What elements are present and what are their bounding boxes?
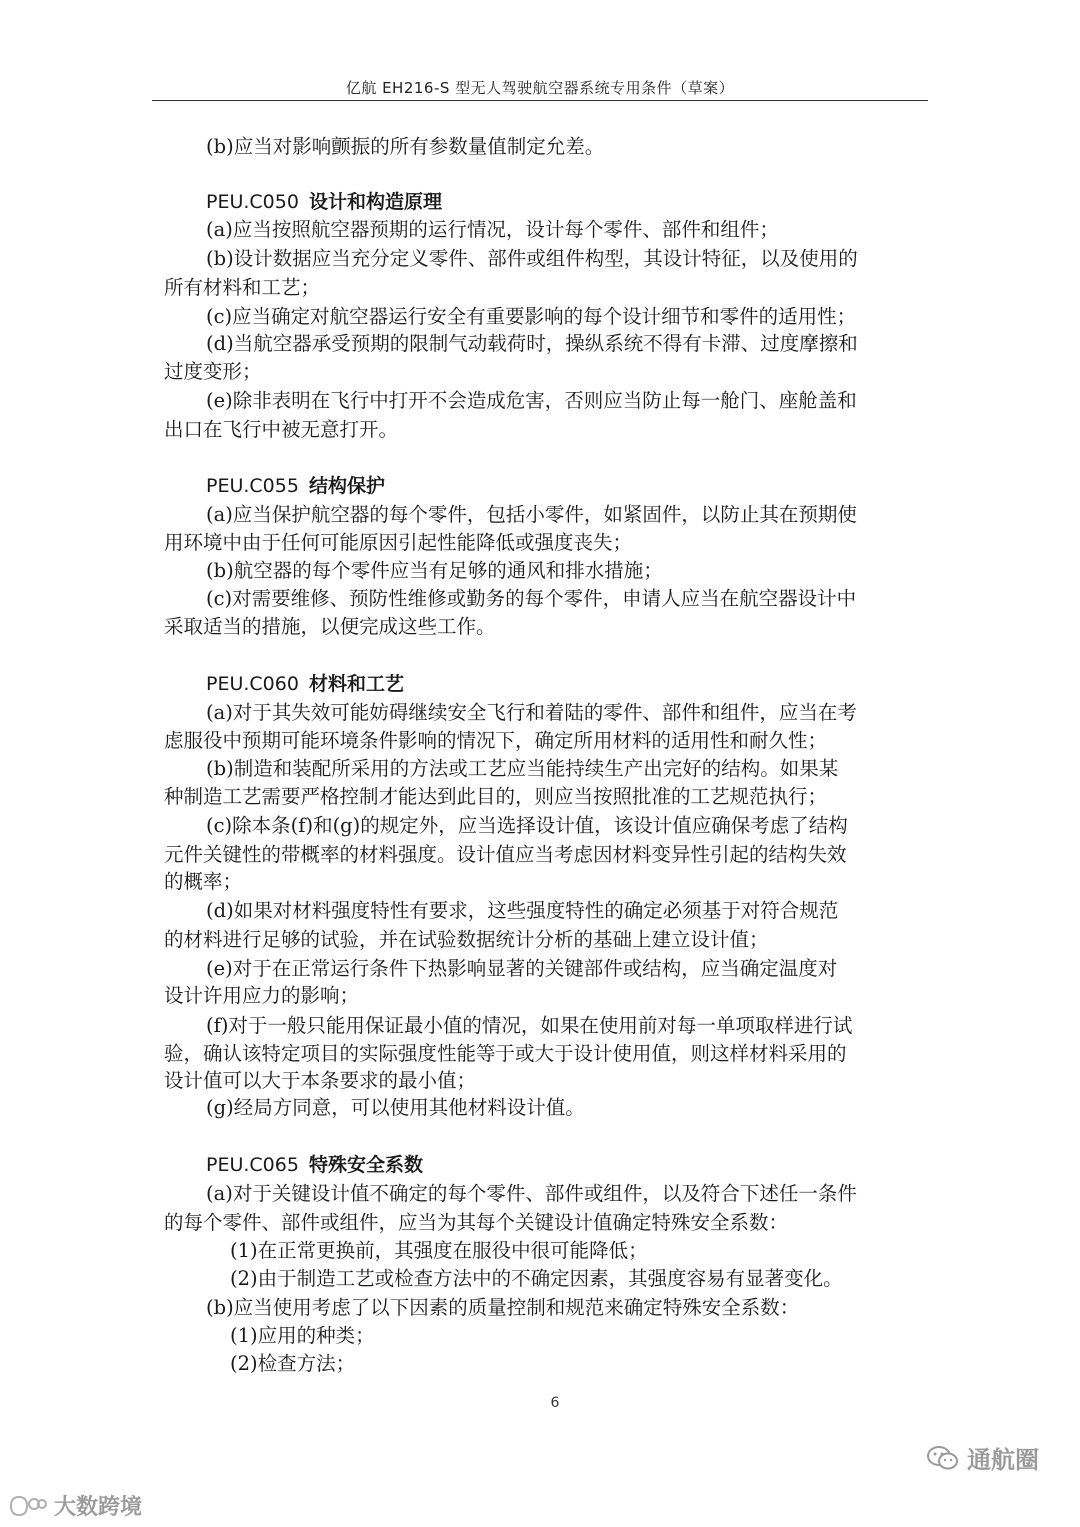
section-title: 特殊安全系数 bbox=[308, 1154, 423, 1176]
logo-icon bbox=[8, 1494, 48, 1518]
section-heading-c060 bbox=[206, 669, 404, 699]
section-code: PEU.C065 bbox=[206, 1154, 299, 1176]
paragraph-line: 的每个零件、部件或组件，应当为其每个关键设计值确定特殊安全系数： bbox=[164, 1211, 789, 1234]
paragraph-line: (d)如果对材料强度特性有要求，这些强度特性的确定必须基于对符合规范 bbox=[206, 899, 839, 922]
paragraph-line: 所有材料和工艺； bbox=[164, 276, 321, 299]
paragraph-line: (c)除本条(f)和(g)的规定外，应当选择设计值，该设计值应确保考虑了结构 bbox=[206, 814, 848, 837]
paragraph-line: 用环境中由于任何可能原因引起性能降低或强度丧失； bbox=[164, 531, 633, 554]
paragraph-line: 验，确认该特定项目的实际强度性能等于或大于设计使用值，则这样材料采用的 bbox=[164, 1042, 847, 1065]
paragraph-line: 过度变形； bbox=[164, 360, 262, 383]
section-title: 结构保护 bbox=[308, 475, 385, 497]
list-item: (1)在正常更换前，其强度在服役中很可能降低； bbox=[230, 1239, 648, 1262]
paragraph-line: (c)对需要维修、预防性维修或勤务的每个零件，申请人应当在航空器设计中 bbox=[206, 587, 857, 610]
section-heading-c065 bbox=[206, 1150, 423, 1180]
paragraph-line: 的概率； bbox=[164, 870, 243, 893]
section-code: PEU.C055 bbox=[206, 475, 299, 497]
paragraph-line: 设计许用应力的影响； bbox=[164, 984, 360, 1007]
list-item: (2)由于制造工艺或检查方法中的不确定因素，其强度容易有显著变化。 bbox=[230, 1267, 843, 1290]
paragraph-line: (a)对于关键设计值不确定的每个零件、部件或组件，以及符合下述任一条件 bbox=[206, 1182, 857, 1205]
paragraph-line: (c)应当确定对航空器运行安全有重要影响的每个设计细节和零件的适用性； bbox=[206, 305, 857, 328]
page-number: 6 bbox=[550, 1395, 560, 1411]
paragraph-line: (e)除非表明在飞行中打开不会造成危害，否则应当防止每一舱门、座舱盖和 bbox=[206, 389, 857, 412]
paragraph-line: 的材料进行足够的试验，并在试验数据统计分析的基础上建立设计值； bbox=[164, 928, 769, 951]
section-title: 材料和工艺 bbox=[308, 673, 404, 695]
wechat-icon bbox=[925, 1444, 961, 1472]
paragraph-line: (d)当航空器承受预期的限制气动载荷时，操纵系统不得有卡滞、过度摩擦和 bbox=[206, 332, 858, 355]
paragraph-line: 设计值可以大于本条要求的最小值； bbox=[164, 1069, 477, 1092]
paragraph-line: (e)对于在正常运行条件下热影响显著的关键部件或结构，应当确定温度对 bbox=[206, 957, 838, 980]
list-item: (1)应用的种类； bbox=[230, 1324, 375, 1347]
paragraph-line: (b)应当对影响颤振的所有参数量值制定允差。 bbox=[206, 135, 605, 158]
paragraph-line: 采取适当的措施，以便完成这些工作。 bbox=[164, 615, 496, 638]
section-heading-c055 bbox=[206, 471, 385, 501]
paragraph-line: 种制造工艺需要严格控制才能达到此目的，则应当按照批准的工艺规范执行； bbox=[164, 785, 828, 808]
list-item: (2)检查方法； bbox=[230, 1352, 356, 1375]
paragraph-line: (a)对于其失效可能妨碍继续安全飞行和着陆的零件、部件和组件，应当在考 bbox=[206, 701, 857, 724]
paragraph-line: (a)应当保护航空器的每个零件，包括小零件，如紧固件，以防止其在预期使 bbox=[206, 503, 857, 526]
section-code: PEU.C060 bbox=[206, 673, 299, 695]
paragraph-line: (b)应当使用考虑了以下因素的质量控制和规范来确定特殊安全系数： bbox=[206, 1296, 800, 1319]
section-heading-c050 bbox=[206, 187, 442, 217]
section-title: 设计和构造原理 bbox=[308, 191, 442, 213]
paragraph-line: 出口在飞行中被无意打开。 bbox=[164, 418, 399, 441]
paragraph-line: (b)制造和装配所采用的方法或工艺应当能持续生产出完好的结构。如果某 bbox=[206, 757, 839, 780]
paragraph-line: (a)应当按照航空器预期的运行情况，设计每个零件、部件和组件； bbox=[206, 218, 779, 241]
watermark-text: 大数跨境 bbox=[54, 1495, 143, 1520]
paragraph-line: (f)对于一般只能用保证最小值的情况，如果在使用前对每一单项取样进行试 bbox=[206, 1014, 853, 1037]
header-rule bbox=[152, 100, 928, 101]
paragraph-line: (b)航空器的每个零件应当有足够的通风和排水措施； bbox=[206, 559, 663, 582]
section-code: PEU.C050 bbox=[206, 191, 299, 213]
watermark-text: 通航圈 bbox=[967, 1446, 1039, 1474]
paragraph-line: (b)设计数据应当充分定义零件、部件或组件构型，其设计特征，以及使用的 bbox=[206, 247, 858, 270]
running-header: 亿航 EH216-S 型无人驾驶航空器系统专用条件（草案） bbox=[345, 79, 735, 97]
watermark-right bbox=[925, 1440, 1039, 1475]
watermark-left bbox=[8, 1490, 142, 1521]
paragraph-line: (g)经局方同意，可以使用其他材料设计值。 bbox=[206, 1096, 585, 1119]
paragraph-line: 虑服役中预期可能环境条件影响的情况下，确定所用材料的适用性和耐久性； bbox=[164, 729, 828, 752]
paragraph-line: 元件关键性的带概率的材料强度。设计值应当考虑因材料变异性引起的结构失效 bbox=[164, 843, 847, 866]
